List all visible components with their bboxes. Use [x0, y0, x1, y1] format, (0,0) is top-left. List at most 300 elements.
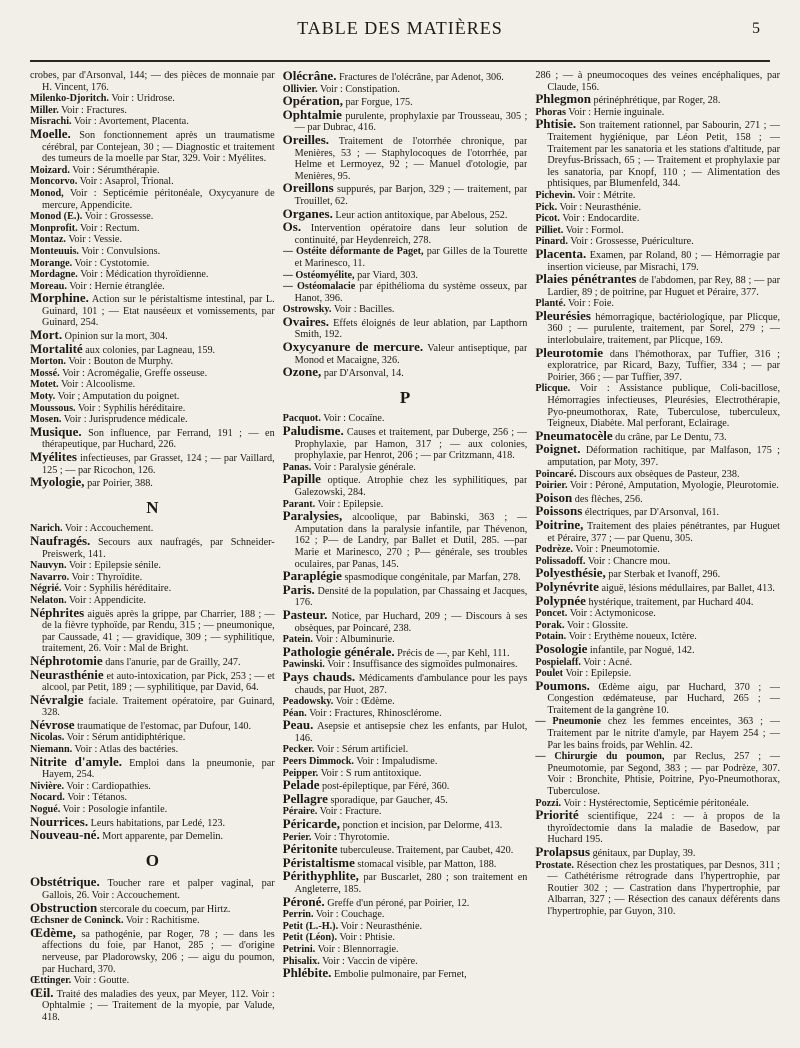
entry-headword: Miller. [30, 104, 59, 116]
entry-text: Voir : Vessie. [68, 234, 122, 246]
entry-headword: Parant. [282, 498, 316, 510]
index-entry [30, 246, 275, 258]
entry-text: Voir : Bacilles. [333, 304, 395, 316]
entry-headword: Poulet [535, 668, 564, 680]
entry-headword: Myologie, [30, 474, 85, 490]
index-entry [535, 118, 780, 190]
entry-headword: Moreau. [30, 280, 67, 292]
entry-text: Voir : Posologie infantile. [62, 804, 168, 816]
index-entry [283, 944, 528, 956]
index-entry [283, 870, 528, 895]
entry-headword: Poncet. [535, 608, 568, 620]
entry-headword: Planté. [535, 298, 566, 310]
entry-text: traumatique de l'estomac, par Dufour, 140. [77, 720, 252, 732]
entry-headword: Peipper. [282, 767, 319, 779]
index-entry [30, 792, 275, 804]
entry-headword: Poirier. [535, 480, 568, 492]
entry-text: hémorragique, bactériologique, par Plicque, 360 ; — purulente, traitement, par Sorel, 279 ; — interlobulaire, traitement, par Plicque, 169. [547, 311, 781, 347]
index-entry [30, 975, 275, 987]
entry-headword: Phlegmon [535, 91, 591, 107]
entry-headword: Néphrotomie [30, 652, 103, 668]
index-entry [535, 544, 780, 556]
entry-text: Voir : Acné. [583, 656, 633, 668]
index-entry [535, 751, 780, 797]
entry-text: par Viard, 303. [357, 269, 418, 281]
entry-text: Voir : Couchage. [315, 909, 385, 921]
entry-text: stercorale du coecum, par Hirtz. [99, 903, 231, 915]
entry-headword: Perrin. [282, 909, 314, 921]
index-entry [30, 292, 275, 329]
index-entry [30, 234, 275, 246]
entry-headword: Panas. [282, 461, 312, 473]
entry-headword: Poison [535, 489, 573, 505]
index-entry [30, 560, 275, 572]
entry-headword: Petit (Léon). [282, 932, 337, 944]
entry-text: purulente, prophylaxie par Trousseau, 305 ; — par Dubrac, 416. [294, 110, 528, 134]
index-entry [30, 532, 275, 560]
entry-headword: Misrachi. [30, 116, 72, 128]
entry-headword: Potain. [535, 631, 567, 643]
page-number: 5 [752, 20, 760, 37]
entry-headword: Péristaltisme [282, 854, 355, 870]
entry-headword: Mort. [30, 327, 63, 343]
entry-text: post-épileptique, par Féré, 360. [322, 781, 450, 793]
entry-headword: Poitrine, [535, 516, 584, 532]
index-entry [535, 640, 780, 657]
entry-text: du crâne, par Le Dentu, 73. [615, 431, 727, 443]
entry-text: par épithélioma du système osseux, par Hanot, 396. [294, 281, 528, 304]
entry-headword: Pozzi. [535, 797, 562, 809]
entry-text: Notice, par Huchard, 209 ; — Discours à ses obsèques, par Poincaré, 238. [294, 610, 528, 634]
index-entry [30, 604, 275, 655]
entry-headword: Péan. [282, 707, 307, 719]
entry-headword: Musique. [30, 423, 82, 439]
entry-headword: Polypnée [535, 592, 586, 608]
entry-text: Voir : Métrite. [577, 189, 636, 201]
index-entry [535, 608, 780, 620]
entry-text: Voir : Syphilis héréditaire. [63, 583, 172, 595]
entry-headword: Phtisie. [535, 116, 577, 132]
entry-text: par Forgue, 175. [345, 97, 413, 109]
entry-headword: Niemann. [30, 744, 73, 756]
index-columns [30, 70, 780, 1040]
section-letter: N [146, 497, 159, 517]
entry-text: Précis de —, par Kehl, 111. [397, 647, 510, 659]
index-entry [30, 691, 275, 719]
index-column-1 [30, 70, 275, 1040]
entry-text: Voir : Rachitisme. [125, 915, 200, 927]
entry-text: Toucher rare et palper vaginal, par Gallois, 26. Voir : Accouchement. [42, 878, 275, 901]
index-entry [30, 403, 275, 415]
entry-headword: Phoras [535, 106, 566, 118]
index-entry [535, 190, 780, 202]
entry-headword: Olécrâne. [282, 70, 337, 83]
entry-headword: Pecker. [282, 744, 315, 756]
entry-text: Son traitement rationnel, par Sabourin, 271 ; — Traitement hygiénique, par Léon Petit, 158 ; — Traitement par les sanatoria et les stations d'altitude, par Dreyfus-Brissach, 65 ; — Traitement et prophylaxie par les sanatoria, par Knopf, 110 ; — Alimentation des phtisiques, par Blumenfeld, 344. [547, 120, 781, 190]
entry-text: par Sterbak et Ivanoff, 296. [608, 569, 721, 581]
entry-text: Voir : Foie. [568, 298, 614, 310]
index-entry [30, 716, 275, 733]
entry-text: Voir : Albuminurie. [315, 634, 395, 646]
entry-text: Voir : Cocaïne. [323, 413, 385, 425]
entry-text: Fractures de l'olécrâne, par Adenot, 306. [339, 72, 504, 83]
index-entry [282, 131, 528, 182]
entry-headword: Périthyphlite, [282, 868, 359, 884]
entry-headword: Monod, [30, 187, 64, 199]
index-entry [282, 106, 528, 134]
entry-headword: Nogué. [30, 804, 61, 816]
entry-headword: Névralgie [30, 691, 84, 707]
entry-text: Traitement des plaies pénétrantes, par Huguet et Péraire, 377 ; — par Quenu, 305. [547, 520, 781, 544]
entry-headword: Néphrites [30, 604, 85, 620]
entry-text: Œdème aigu, par Huchard, 370 ; — Congestion œdémateuse, par Huchard, 265 ; — Traitement de la gangrène 10. [547, 681, 781, 716]
entry-headword: Papille [282, 471, 321, 487]
entry-headword: Paraplégie [282, 568, 342, 584]
entry-headword: Poumons. [535, 677, 590, 693]
index-entry [283, 719, 528, 744]
entry-text: alcoolique, par Babinski, 363 ; — Amputation dans la paralysie infantile, par Thévenon, 162 ; P— de Landry, par Ballet et Dutil, 285. —par Marie et Marinesco, 270 ; P— générale, ses troubles oculaires, par Panas, 145. [294, 512, 528, 570]
index-entry [535, 273, 780, 298]
entry-text: Emploi dans la pneumonie, par Hayem, 254. [42, 757, 275, 781]
index-entry [282, 643, 528, 660]
index-entry [283, 696, 528, 708]
entry-text: Voir : Bouton de Murphy. [68, 356, 174, 368]
entry-headword: Œttinger. [30, 975, 72, 987]
index-entry [535, 846, 780, 860]
entry-headword: Négrié. [30, 583, 62, 595]
entry-text: ponction et incision, par Delorme, 413. [342, 820, 503, 832]
entry-headword: Mortalité [30, 340, 83, 356]
index-entry [30, 876, 275, 901]
index-entry [283, 932, 528, 944]
index-entry [535, 657, 780, 669]
index-entry [535, 620, 780, 632]
entry-text: Résection chez les prostatiques, par Desnos, 311 ; — Cathétérisme rétrograde dans l'hypertrophie, par Routier 302 ; — Castration dans l'hypertrophie, par Albarran, 327 ; — Résection des canaux déférents dans l'hypertrophie, par Guyon, 310. [547, 859, 781, 917]
entry-headword: Oreillons [282, 180, 334, 196]
entry-headword: Morton. [30, 356, 66, 368]
entry-headword: Péroné. [282, 893, 325, 909]
entry-headword: Pellagre [282, 790, 328, 806]
entry-text: Voir : Glossite. [566, 619, 629, 631]
entry-text: Voir : Thyrotomie. [313, 831, 390, 843]
index-entry [30, 391, 275, 403]
entry-text: Causes et traitement, par Duberge, 256 ; — Prophylaxie, par Hamon, 317 ; — aux colonies, prophylaxie, par Henrot, 206 ; — par Critzmann, 418. [294, 427, 528, 462]
index-entry [283, 221, 528, 246]
entry-text: Voir : Phtisie. [339, 932, 395, 944]
entry-text: Voir ; Amputation du poignet. [57, 391, 180, 403]
entry-headword: Pick. [535, 201, 558, 213]
entry-text: sporadique, par Gaucher, 45. [330, 794, 448, 806]
entry-text: Voir : Acromégalie, Greffe osseuse. [62, 367, 208, 379]
index-entry [30, 899, 275, 916]
entry-headword: Opération, [282, 93, 343, 109]
index-entry [283, 756, 528, 768]
entry-headword: Poissons [535, 503, 583, 519]
index-entry [535, 469, 780, 481]
entry-text: Voir : Constipation. [320, 83, 400, 95]
entry-headword: Naufragés. [30, 532, 91, 548]
entry-headword: Obstétrique. [30, 874, 100, 890]
index-entry [30, 211, 275, 223]
entry-headword: Porak. [535, 619, 565, 631]
index-entry [283, 281, 528, 304]
index-entry [282, 790, 528, 807]
entry-text: Voir : Hernie étranglée. [69, 280, 165, 292]
entry-text: aiguë, lésions médullaires, par Ballet, 413. [601, 582, 775, 594]
entry-headword: Œchsner de Coninck. [30, 915, 124, 927]
entry-headword: Peadowsky. [282, 696, 334, 708]
entry-text: Voir : Insuffisance des sigmoïdes pulmonaires. [327, 659, 518, 671]
entry-headword: Petrini. [282, 943, 316, 955]
index-entry [282, 313, 528, 341]
entry-text: Voir : Chancre mou. [587, 555, 671, 567]
entry-headword: Polynévrite [535, 578, 599, 594]
entry-text: Voir : Convulsions. [81, 245, 161, 257]
index-entry [535, 93, 780, 107]
entry-text: crobes, par d'Arsonval, 144; — des pièces de monnaie par H. Vincent, 176. [30, 70, 275, 93]
entry-headword: Péritonite [282, 841, 338, 857]
entry-text: Déformation rachitique, par Malfason, 175 ; amputation, par Moty, 397. [547, 445, 781, 468]
entry-headword: Pathologie générale. [282, 643, 395, 659]
entry-text: par Poirier, 388. [87, 478, 153, 490]
section-letter: O [145, 850, 159, 870]
entry-headword: Moussous. [30, 402, 76, 414]
entry-headword: Os. [282, 219, 302, 235]
index-entry [30, 356, 275, 368]
entry-headword: Podrèze. [535, 544, 573, 556]
index-entry [283, 510, 528, 570]
entry-headword: Priorité [535, 807, 579, 823]
index-entry [535, 516, 781, 544]
entry-text: Médicaments d'ambulance pour les pays chauds, par Huot, 287. [294, 672, 528, 696]
entry-headword: Ozone, [282, 364, 322, 380]
index-entry [535, 716, 780, 751]
entry-text: par D'Arsonval, 14. [323, 368, 404, 380]
entry-text: Voir : Grossesse. [84, 211, 154, 223]
index-entry [283, 473, 528, 498]
index-entry [30, 476, 275, 490]
entry-text: Voir : Sérumthérapie. [72, 164, 160, 176]
entry-text: suppurés, par Barjon, 329 ; — traitement, par Trouillet, 62. [294, 184, 528, 207]
index-entry [283, 366, 528, 380]
entry-headword: Pinard. [535, 236, 568, 248]
entry-headword: Paralysies, [282, 508, 343, 524]
entry-headword: Œil. [30, 984, 54, 1000]
entry-headword: Ophtalmie [282, 106, 342, 122]
entry-text: scientifique, 224 : — à propos de la thyroïdectomie dans la maladie de Basedow, par Huchard 195. [547, 811, 781, 846]
entry-text: Examen, par Roland, 80 ; — Hémorragie par insertion vicieuse, par Misrachi, 179. [547, 249, 781, 273]
entry-text: Voir : Hystérectomie, Septicémie péritonéale. [563, 797, 749, 809]
entry-headword: Péraire. [282, 806, 318, 818]
entry-text: par Buscarlet, 280 ; son traitement en Angleterre, 185. [294, 872, 528, 895]
index-entry [30, 666, 275, 694]
entry-headword: Motet. [30, 379, 59, 391]
entry-text: Voir : Péroné, Amputation, Myologie, Pleurotomie. [569, 480, 779, 492]
entry-text: aiguës après la grippe, par Charrier, 188 ; — de la fièvre typhoïde, par Rendu, 315 ; — pneumonique, par Caussade, 41 ; — gravidique, 309 ; — syphilitique, traitement, 26. Voir : Mal de Bright. [42, 608, 275, 655]
entry-text: Leurs habitations, par Ledé, 123. [90, 817, 226, 829]
entry-headword: Patein. [282, 634, 313, 646]
entry-text: aux colonies, par Lagneau, 159. [85, 344, 216, 356]
entry-headword: Nourrices. [30, 813, 89, 829]
entry-headword: Myélites [30, 449, 77, 464]
index-entry [283, 270, 528, 282]
entry-headword: Peers Dimmock. [282, 756, 354, 768]
entry-text: Voir : Grossesse, Puériculture. [570, 236, 694, 248]
entry-text: Voir : Avortement, Placenta. [73, 116, 189, 128]
index-entry [535, 809, 780, 846]
page-header [0, 16, 800, 46]
entry-text: Effets éloignés de leur ablation, par Lapthorn Smith, 192. [294, 317, 528, 341]
index-entry [30, 583, 275, 595]
index-entry [535, 592, 780, 609]
entry-text: Voir : S rum antitoxique. [320, 767, 422, 779]
entry-headword: Mordagne. [30, 269, 78, 281]
entry-text: Son influence, par Ferrand, 191 ; — en thérapeutique, par Huchard, 226. [42, 427, 275, 451]
index-entry [30, 70, 275, 93]
entry-text: Traitement de l'otorrhée chronique, par Menières, 53 ; — Staphylocoques de l'otorrhée, par Helme et Lermoyez, 92 ; — Manuel d'otologie, par Menières, 95. [294, 135, 528, 182]
entry-text: Voir : Formol. [565, 224, 624, 236]
entry-text: Intervention opératoire dans leur solution de continuité, par Heydenreich, 278. [294, 223, 528, 246]
entry-text: Voir : Blennorragie. [317, 943, 399, 955]
entry-text: Voir : Endocardite. [562, 213, 640, 225]
entry-headword: Ovaires. [282, 313, 330, 329]
entry-text: et auto-intoxication, par Pick, 253 ; — et alcool, par Petit, 189 ; — syphilitique, par David, 64. [42, 670, 275, 694]
entry-headword: Plaies pénétrantes [535, 271, 637, 287]
entry-text: Voir : Asaprol, Trional. [79, 176, 174, 188]
entry-text: Voir : Goutte. [73, 975, 130, 987]
entry-text: tuberculeuse. Traitement, par Caubet, 420. [340, 845, 514, 857]
entry-text: Voir : Cystotomie. [74, 257, 150, 269]
entry-text: par Reclus, 257 ; — Pneumotomie, par Segond, 383 ; — par Podrèze, 307. Voir : Bronchite, Phtisie, Poitrine, Pyo-Pneumothorax, Tuberculose. [547, 751, 781, 798]
index-entry [30, 125, 275, 165]
entry-headword: Oxycyanure de mercure. [282, 339, 424, 355]
entry-text: stomacal visible, par Matton, 188. [357, 858, 497, 870]
entry-headword: Pacquot. [282, 413, 321, 425]
entry-headword: Moizard. [30, 164, 70, 176]
entry-headword: Pleurésies [535, 307, 591, 323]
entry-text: périnéphrétique, par Roger, 28. [593, 95, 721, 107]
index-entry [30, 269, 275, 281]
index-entry [283, 921, 528, 933]
index-entry [282, 606, 528, 634]
entry-headword: Monod (E.). [30, 211, 83, 223]
entry-headword: Poignet. [535, 441, 581, 457]
entry-headword: Pasteur. [282, 606, 328, 622]
index-column-3 [535, 70, 780, 1040]
entry-headword: Prostate. [535, 859, 574, 871]
entry-headword: Milenko-Djoritch. [30, 93, 109, 105]
entry-headword: Polissadoff. [535, 555, 586, 567]
entry-text: Voir : Epilepsie sénile. [68, 560, 161, 572]
entry-text: Voir : Appendicite. [68, 594, 146, 606]
entry-text: Action sur le péristaltisme intestinal, par L. Guinard, 101 ; — Etat nauséeux et vomissements, par Guinard, 254. [42, 294, 275, 329]
index-entry [535, 860, 780, 918]
index-entry [283, 909, 528, 921]
entry-headword: Mosen. [30, 414, 62, 426]
entry-headword: Pneumatocèle [535, 427, 613, 443]
entry-headword: Morphine. [30, 290, 89, 306]
index-entry [30, 423, 275, 451]
entry-text: dans l'hémothorax, par Tuffier, 316 ; exploratrice, par Ricard, Bazy, Tuffier, 334 ; — par Poirier, 366 ; — par Tuffier, 397. [547, 348, 781, 383]
entry-text: par Gilles de la Tourette et Marinesco, 11. [294, 246, 528, 269]
entry-text: Voir : Fractures, Rhinosclérome. [309, 707, 442, 719]
entry-text: Voir : Rectum. [80, 222, 140, 234]
entry-text: électriques, par D'Arsonval, 161. [584, 507, 720, 519]
entry-headword: — Chirurgie du poumon, [535, 751, 665, 763]
entry-headword: Pospielaff. [535, 656, 581, 668]
index-entry [283, 967, 528, 981]
index-entry [30, 340, 275, 357]
entry-headword: Nivière. [30, 780, 65, 792]
index-entry [283, 708, 528, 720]
entry-headword: Ollivier. [282, 83, 318, 95]
entry-text: Mort apparente, par Demelin. [102, 831, 224, 843]
entry-text: Traité des maladies des yeux, par Meyer, 112. Voir : Ophtalmie ; — Traitement de la myopie, par Valude, 418. [42, 988, 275, 1023]
entry-text: Voir : Neurasthénie. [559, 201, 642, 213]
index-entry [30, 753, 275, 781]
entry-headword: Neurasthénie [30, 666, 104, 682]
index-entry [30, 165, 275, 177]
entry-text: des flèches, 256. [574, 493, 643, 505]
entry-text: Voir : Fracture. [319, 806, 382, 818]
index-entry [535, 344, 781, 384]
index-entry [535, 202, 780, 214]
running-title: TABLE DES MATIÈRES [297, 18, 503, 38]
entry-text: sa pathogénie, par Roger, 78 ; — dans les affections du foie, par Hanot, 285 ; — d'origine nerveuse, par Pladorowsky, 206 ; — aigu du poumon, par Huchard, 370. [42, 928, 275, 975]
entry-headword: Obstruction [30, 899, 98, 915]
header-rule [30, 60, 770, 62]
entry-headword: Mossé. [30, 367, 60, 379]
entry-text: chez les femmes enceintes, 363 ; — Traitement par le nitrite d'amyle, par Hayem 254 ; — Par les bains froids, par Wehlin. 42. [547, 716, 781, 751]
entry-headword: Plicque. [535, 383, 571, 395]
entry-headword: Morange. [30, 257, 73, 269]
entry-text: hystérique, traitement, par Huchard 404. [588, 596, 754, 608]
entry-text: Valeur antiseptique, par Monod et Macaigne, 326. [294, 343, 528, 366]
entry-text: infantile, par Nogué, 142. [589, 644, 695, 656]
entry-headword: Oreilles. [282, 131, 330, 147]
entry-text: Voir : Accouchement. [64, 523, 154, 535]
index-entry [30, 368, 275, 380]
entry-headword: Placenta. [535, 245, 587, 261]
entry-text: Voir : Jurisprudence médicale. [63, 414, 188, 426]
entry-text: Voir : Uridrose. [111, 93, 175, 105]
entry-text: Leur action antitoxique, par Abelous, 252. [335, 209, 508, 221]
index-entry [283, 425, 528, 462]
entry-headword: Organes. [282, 205, 333, 221]
entry-headword: Peau. [282, 717, 314, 733]
entry-headword: Nicolas. [30, 732, 65, 744]
entry-headword: Poincaré. [535, 468, 577, 480]
index-entry [282, 581, 528, 609]
index-entry [30, 984, 275, 1024]
entry-text: Voir : Syphilis héréditaire. [77, 402, 186, 414]
entry-text: Voir : Pneumotomie. [575, 544, 660, 556]
index-entry [283, 570, 528, 584]
entry-text: Son fonctionnement après un traumatisme cérébral, par Contejean, 30 ; — Diagnostic et traitement des tumeurs de la moelle par Star, 329. Voir : Myélites. [42, 129, 275, 165]
index-entry [30, 781, 275, 793]
entry-text: Voir : Erythème noueux, Ictère. [568, 631, 697, 643]
entry-text: Voir : Atlas des bactéries. [74, 744, 179, 756]
index-entry [282, 205, 528, 222]
entry-headword: Paludisme. [282, 423, 344, 439]
index-entry [30, 451, 275, 476]
index-entry [30, 572, 275, 584]
index-entry [282, 668, 528, 696]
entry-text: Voir : Sérum antidiphtérique. [66, 732, 186, 744]
entry-headword: Nelaton. [30, 594, 67, 606]
entry-headword: Monteuuis. [30, 245, 79, 257]
entry-headword: Petit (L.-H.). [282, 920, 339, 932]
